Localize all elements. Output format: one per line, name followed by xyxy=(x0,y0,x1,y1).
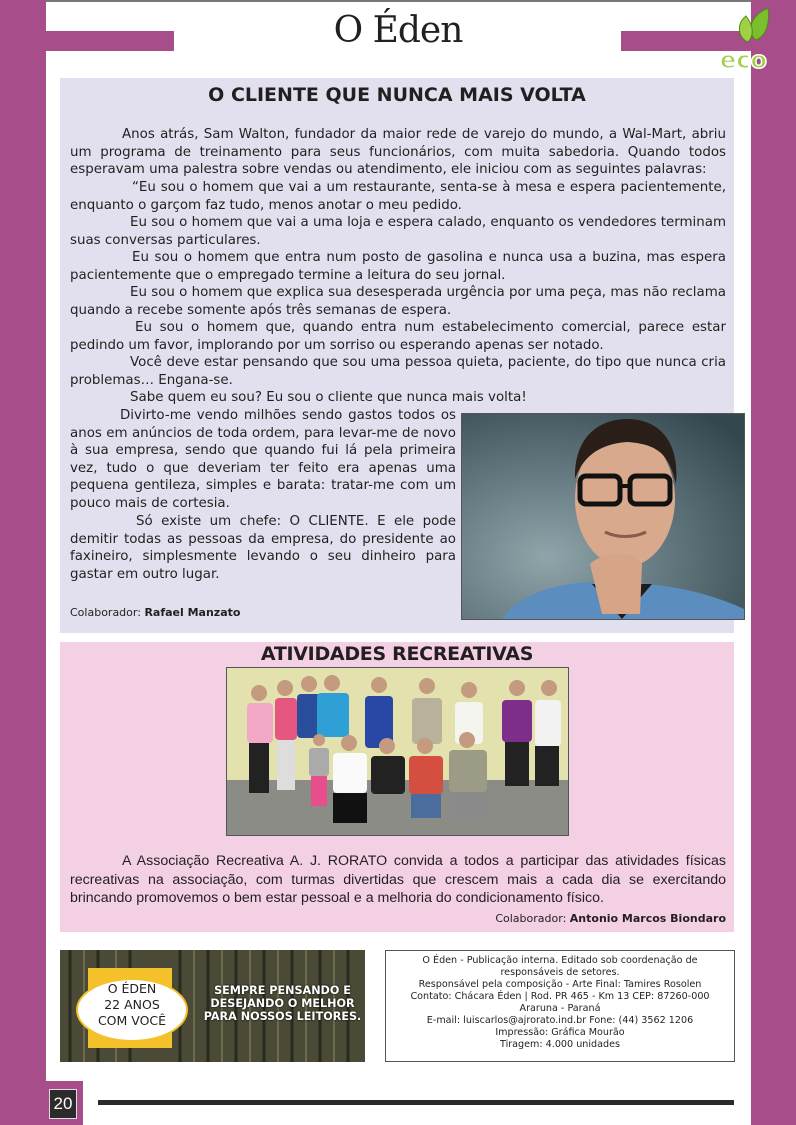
right-purple-bar xyxy=(751,0,796,1125)
article-customer-box xyxy=(60,78,734,633)
collaborator-name: Rafael Manzato xyxy=(144,606,241,619)
collaborator-label: Colaborador: xyxy=(70,606,141,619)
ad-oval-line: 22 ANOS xyxy=(104,997,160,1012)
activities-paragraph: A Associação Recreativa A. J. RORATO convida a todos a participar das atividades físicas recreativas na associação, com turmas divertidas que crescem mais a cada dia se exercitando brincando promovemos o bem estar pessoal e a melhoria do condicionamento físico. xyxy=(70,853,726,907)
left-purple-bar xyxy=(0,0,46,1125)
footer-rule xyxy=(98,1100,734,1105)
article-collaborator xyxy=(70,606,240,619)
collaborator-name: Antonio Marcos Biondaro xyxy=(569,912,726,925)
publication-info-box xyxy=(385,950,735,1062)
eco-leaf-icon xyxy=(716,4,786,74)
anniversary-ad-banner xyxy=(60,950,365,1062)
info-line: Responsável pela composição - Arte Final: Tamires Rosolen xyxy=(418,979,702,990)
article-title: O CLIENTE QUE NUNCA MAIS VOLTA xyxy=(208,84,586,106)
info-line: responsáveis de setores. xyxy=(500,967,620,978)
article-paragraph: Eu sou o homem que entra num posto de gasolina e nunca usa a buzina, mas espera pacientemente que o empregado termine a leitura do seu jornal. xyxy=(70,250,726,283)
article-paragraph: Eu sou o homem que explica sua desesperada urgência por uma peça, mas não reclama quando a recebe somente após três semanas de espera. xyxy=(70,285,726,318)
info-line: O Éden - Publicação interna. Editado sob coordenação de xyxy=(422,955,698,966)
activities-collaborator xyxy=(495,912,726,925)
article-paragraph: Eu sou o homem que vai a uma loja e espera calado, enquanto os vendedores terminam suas conversas particulares. xyxy=(70,215,726,248)
page-number: 20 xyxy=(49,1089,77,1119)
article-paragraph: Você deve estar pensando que sou uma pessoa quieta, paciente, do tipo que nunca cria problemas… Engana-se. xyxy=(70,355,726,388)
thinking-man-photo xyxy=(461,413,745,620)
article-paragraph: Divirto-me vendo milhões sendo gastos todos os anos em anúncios de toda ordem, para levar-me de novo à sua empresa, sendo que quando fui lá pela primeira vez, tudo o que deveriam ter feito era apenas uma pequena gentileza, simples e barata: tratar-me com um pouco mais de cortesia. xyxy=(70,408,456,511)
eco-logo-text: eco xyxy=(720,46,767,74)
top-border xyxy=(0,0,796,2)
ad-oval-text xyxy=(76,981,188,1029)
article-paragraph: Anos atrás, Sam Walton, fundador da maior rede de varejo do mundo, a Wal-Mart, abriu um programa de treinamento para seus funcionários, com muita sabedoria. Quando todos esperavam uma palestra sobre vendas ou atendimento, ele iniciou com as seguintes palavras: xyxy=(70,127,726,178)
info-line: Araruna - Paraná xyxy=(519,1003,601,1014)
info-email-line[interactable]: E-mail: luiscarlos@ajrorato.ind.br Fone: (44) 3562 1206 xyxy=(426,1015,694,1026)
collaborator-label: Colaborador: xyxy=(495,912,567,925)
ad-oval-line: O ÉDEN xyxy=(107,981,157,996)
activities-title: ATIVIDADES RECREATIVAS xyxy=(260,643,534,665)
ad-slogan-line: SEMPRE PENSANDO E xyxy=(214,984,351,997)
info-line: Contato: Chácara Éden | Rod. PR 465 - Km 13 CEP: 87260-000 xyxy=(410,991,710,1002)
article-paragraph: Sabe quem eu sou? Eu sou o cliente que nunca mais volta! xyxy=(130,390,527,405)
page-title: O Éden xyxy=(333,10,463,51)
ad-slogan-line: DESEJANDO O MELHOR xyxy=(210,997,355,1010)
info-line: Tiragem: 4.000 unidades xyxy=(500,1039,620,1050)
ad-slogan xyxy=(200,984,365,1023)
article-paragraph: Eu sou o homem que, quando entra num estabelecimento comercial, parece estar pedindo um favor, implorando por um sorriso ou esperando apenas ser notado. xyxy=(70,320,726,353)
recreational-activities-box xyxy=(60,642,734,932)
ad-oval-line: COM VOCÊ xyxy=(97,1013,167,1028)
article-paragraph: “Eu sou o homem que vai a um restaurante, senta-se à mesa e espera pacientemente, enquanto o garçom faz tudo, menos anotar o meu pedido. xyxy=(70,180,726,213)
group-photo xyxy=(226,667,569,836)
info-line: Impressão: Gráfica Mourão xyxy=(495,1027,625,1038)
article-paragraph: Só existe um chefe: O CLIENTE. E ele pode demitir todas as pessoas da empresa, do presidente ao faxineiro, simplesmente levando o seu dinheiro para gastar em outro lugar. xyxy=(70,514,456,582)
ad-slogan-line: PARA NOSSOS LEITORES. xyxy=(203,1010,362,1023)
